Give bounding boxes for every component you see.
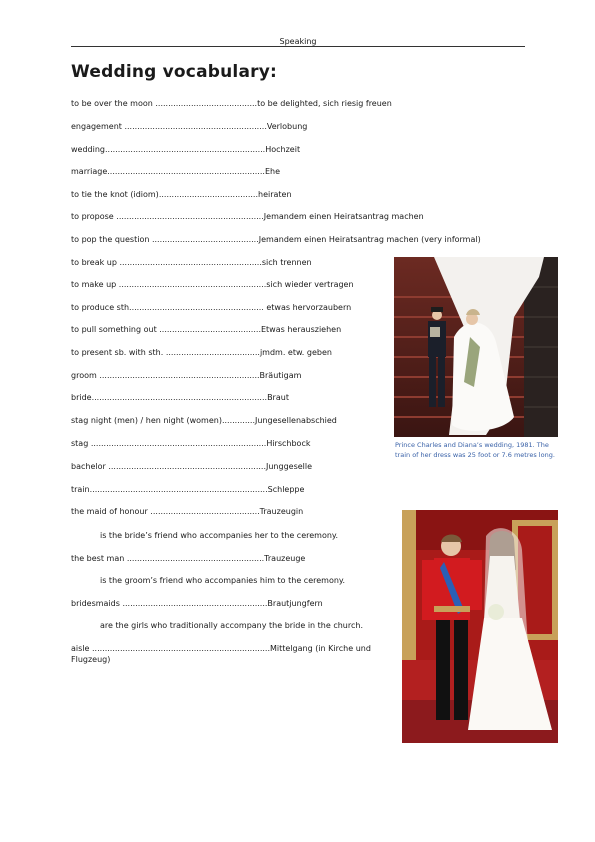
vocab-translation: Ehe	[264, 167, 280, 176]
vocab-dots: ......................................................................	[89, 485, 268, 494]
vocab-term: stag	[71, 439, 89, 448]
wedding-photo-1981-illustration	[394, 257, 558, 437]
wedding-photo-couple-illustration	[402, 510, 558, 743]
page-title: Wedding vocabulary:	[71, 62, 277, 82]
vocab-translation: Trauzeuge	[264, 554, 306, 563]
vocab-translation: etwas hervorzaubern	[263, 303, 352, 312]
photo-caption: Prince Charles and Diana’s wedding, 1981. The train of her dress was 25 foot or 7.6 metres long.	[395, 441, 555, 459]
vocab-term: to break up	[71, 258, 117, 267]
wedding-photo-couple	[402, 510, 558, 743]
vocab-dots: ..............................................................	[107, 167, 265, 176]
vocab-translation: Jemandem einen Heiratsantrag machen	[263, 212, 424, 221]
vocab-dots: ..........................................................	[116, 280, 267, 289]
vocab-dots: ...........................................	[147, 507, 260, 516]
vocab-translation: heiraten	[258, 190, 292, 199]
vocab-term: to propose	[71, 212, 114, 221]
vocab-row	[71, 643, 391, 665]
vocab-row	[71, 461, 312, 472]
vocab-row	[71, 438, 310, 449]
vocab-dots: ........................................	[152, 99, 258, 108]
vocab-translation: Schleppe	[267, 485, 305, 494]
vocab-term: to present sb. with sth.	[71, 348, 164, 357]
vocab-row	[71, 279, 354, 290]
vocab-dots: ....................................................	[131, 303, 264, 312]
wedding-photo-1981	[394, 257, 558, 437]
vocab-translation: Junggeselle	[266, 462, 313, 471]
vocab-translation: Hochzeit	[265, 145, 301, 154]
vocab-dots: ........................................................	[121, 122, 267, 131]
vocab-dots: .......................................	[158, 190, 258, 199]
vocab-term: to pop the question	[71, 235, 150, 244]
vocab-translation: sich wieder vertragen	[266, 280, 354, 289]
vocab-term: the maid of honour	[71, 507, 148, 516]
vocab-row	[71, 392, 289, 403]
vocab-translation: jmdm. etw. geben	[259, 348, 332, 357]
best-man-definition: is the groom’s friend who accompanies him to the ceremony.	[100, 576, 346, 585]
vocab-row	[71, 98, 392, 109]
vocab-dots: ...............................................................	[105, 145, 266, 154]
vocab-row	[71, 347, 332, 358]
vocab-dots: .....................................................................	[91, 393, 268, 402]
vocab-dots: ...............................................................	[96, 371, 260, 380]
vocab-row	[71, 234, 481, 245]
vocab-translation: Verlobung	[266, 122, 308, 131]
vocab-dots: ......................................................................	[89, 644, 270, 653]
vocab-dots: ......................................................	[124, 554, 265, 563]
bridesmaids-definition: are the girls who traditionally accompany the bride in the church.	[100, 621, 363, 630]
vocab-term: bachelor	[71, 462, 106, 471]
header-label: Speaking	[277, 37, 320, 46]
vocab-term: to pull something out	[71, 325, 157, 334]
vocab-term: to produce sth.	[71, 303, 132, 312]
vocab-row	[71, 506, 303, 517]
vocab-dots: ........................................................	[116, 258, 262, 267]
vocab-row	[71, 370, 301, 381]
vocab-term: train	[71, 485, 90, 494]
vocab-row	[71, 257, 312, 268]
vocab-row	[71, 484, 304, 495]
vocab-term: to be over the moon	[71, 99, 153, 108]
vocab-translation: Jemandem einen Heiratsantrag machen (very informal)	[258, 235, 481, 244]
vocab-term: to make up	[71, 280, 117, 289]
vocab-translation: Hirschbock	[266, 439, 311, 448]
maid-of-honour-definition: is the bride’s friend who accompanies her to the ceremony.	[100, 531, 339, 540]
vocab-translation: Brautjungfern	[267, 599, 323, 608]
vocab-row	[71, 166, 280, 177]
vocab-term: aisle	[71, 644, 90, 653]
vocab-term: wedding	[71, 145, 105, 154]
vocab-translation: sich trennen	[261, 258, 312, 267]
vocab-row	[71, 553, 305, 564]
vocab-dots: .............	[221, 416, 256, 425]
vocab-dots: .....................................	[163, 348, 260, 357]
vocab-row	[71, 302, 351, 313]
vocab-translation: Etwas herausziehen	[260, 325, 342, 334]
vocab-row	[71, 144, 300, 155]
vocab-dots: .....................................................................	[88, 439, 267, 448]
vocab-term: bridesmaids	[71, 599, 120, 608]
vocab-dots: ..........................................................	[113, 212, 264, 221]
vocab-term: marriage	[71, 167, 108, 176]
vocab-row	[71, 415, 337, 426]
vocab-dots: ..........................................	[149, 235, 259, 244]
vocab-translation: Jungesellenabschied	[255, 416, 337, 425]
vocab-translation: Braut	[267, 393, 289, 402]
vocab-dots: .........................................................	[119, 599, 268, 608]
vocab-row	[71, 189, 292, 200]
vocab-dots: ........................................	[156, 325, 261, 334]
vocab-row	[71, 211, 424, 222]
vocab-translation: to be delighted, sich riesig freuen	[257, 99, 392, 108]
vocab-term: engagement	[71, 122, 122, 131]
vocab-term: the best man	[71, 554, 125, 563]
vocab-translation: Bräutigam	[259, 371, 302, 380]
page-header	[71, 37, 525, 49]
vocab-translation: Trauzeugin	[259, 507, 304, 516]
vocab-term: groom	[71, 371, 97, 380]
vocab-dots: ..............................................................	[105, 462, 266, 471]
vocab-row	[71, 598, 323, 609]
vocab-row	[71, 121, 307, 132]
vocab-term: to tie the knot (idiom)	[71, 190, 159, 199]
vocab-row	[71, 324, 341, 335]
vocab-translation: Mittelgang (in Kirche und Flugzeug)	[71, 644, 371, 664]
vocab-term: bride	[71, 393, 92, 402]
vocab-term: stag night (men) / hen night (women)	[71, 416, 222, 425]
